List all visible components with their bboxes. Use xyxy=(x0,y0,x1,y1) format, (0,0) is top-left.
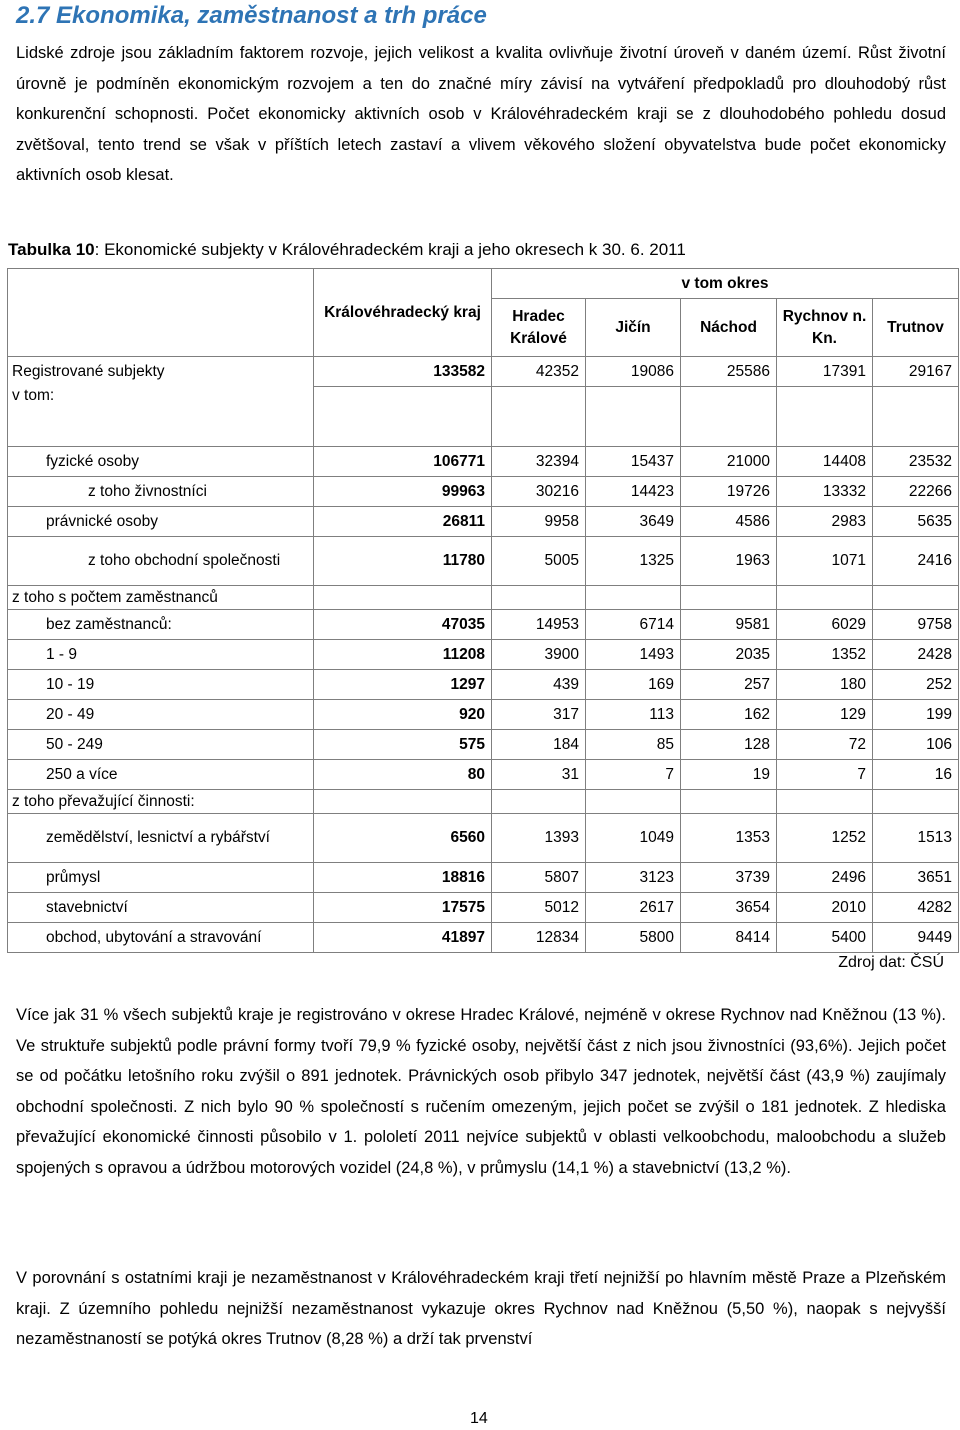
cell-value: 72 xyxy=(777,730,873,760)
cell-value: 1393 xyxy=(492,814,586,863)
cell-value: 32394 xyxy=(492,447,586,477)
intro-paragraph: Lidské zdroje jsou základním faktorem rozvoje, jejich velikost a kvalita ovlivňuje životní úroveň v daném území. Růst životní úrovně je podmíněn ekonomickým rozvojem a ten do značné míry závisí na vytváření předpokladů pro dlouhodobý růst konkurenční schopnosti. Počet ekonomicky aktivních osob v Královéhradeckém kraji se z dlouhodobého pohledu dosud zvětšoval, tento trend se však v příštích letech zastaví a vlivem věkového složení obyvatelstva bude počet ekonomicky aktivních osob klesat. xyxy=(16,44,946,184)
registered-value: 29167 xyxy=(873,357,959,387)
cell-kraj: 18816 xyxy=(314,863,492,893)
cell-kraj: 80 xyxy=(314,760,492,790)
empty-cell xyxy=(777,387,873,447)
cell-value: 1352 xyxy=(777,640,873,670)
cell-value: 3739 xyxy=(681,863,777,893)
empty-cell xyxy=(586,387,681,447)
empty-cell xyxy=(681,387,777,447)
header-district: Náchod xyxy=(681,299,777,357)
registered-sublabel: v tom: xyxy=(8,387,314,447)
cell-kraj xyxy=(314,790,492,814)
cell-value: 8414 xyxy=(681,923,777,953)
cell-kraj: 17575 xyxy=(314,893,492,923)
cell-value: 31 xyxy=(492,760,586,790)
cell-value: 184 xyxy=(492,730,586,760)
row-label: z toho převažující činnosti: xyxy=(8,790,314,814)
cell-value: 14423 xyxy=(586,477,681,507)
cell-value: 1325 xyxy=(586,537,681,586)
cell-value xyxy=(586,790,681,814)
cell-value: 1353 xyxy=(681,814,777,863)
row-label: 1 - 9 xyxy=(8,640,314,670)
cell-kraj: 11780 xyxy=(314,537,492,586)
cell-value: 3651 xyxy=(873,863,959,893)
cell-value: 23532 xyxy=(873,447,959,477)
cell-value: 2983 xyxy=(777,507,873,537)
cell-value: 6029 xyxy=(777,610,873,640)
cell-value: 1493 xyxy=(586,640,681,670)
cell-value: 19 xyxy=(681,760,777,790)
cell-value: 2416 xyxy=(873,537,959,586)
cell-value: 14408 xyxy=(777,447,873,477)
cell-kraj: 575 xyxy=(314,730,492,760)
cell-value: 5400 xyxy=(777,923,873,953)
row-label: průmysl xyxy=(8,863,314,893)
cell-value: 19726 xyxy=(681,477,777,507)
cell-value: 2496 xyxy=(777,863,873,893)
cell-value: 2428 xyxy=(873,640,959,670)
header-district: Jičín xyxy=(586,299,681,357)
cell-value: 128 xyxy=(681,730,777,760)
cell-value xyxy=(492,586,586,610)
cell-value xyxy=(873,586,959,610)
row-label: z toho obchodní společnosti xyxy=(8,537,314,586)
cell-value: 6714 xyxy=(586,610,681,640)
row-label: z toho živnostníci xyxy=(8,477,314,507)
cell-value xyxy=(586,586,681,610)
cell-value xyxy=(681,586,777,610)
cell-value: 13332 xyxy=(777,477,873,507)
cell-kraj: 47035 xyxy=(314,610,492,640)
cell-value: 162 xyxy=(681,700,777,730)
cell-kraj: 26811 xyxy=(314,507,492,537)
cell-value: 5012 xyxy=(492,893,586,923)
cell-value: 257 xyxy=(681,670,777,700)
cell-kraj: 6560 xyxy=(314,814,492,863)
row-label: 20 - 49 xyxy=(8,700,314,730)
empty-cell xyxy=(492,387,586,447)
cell-value: 5807 xyxy=(492,863,586,893)
cell-value: 3123 xyxy=(586,863,681,893)
table-caption xyxy=(8,240,686,260)
cell-value: 22266 xyxy=(873,477,959,507)
header-district: Trutnov xyxy=(873,299,959,357)
registered-value: 19086 xyxy=(586,357,681,387)
header-district: Rychnov n. Kn. xyxy=(777,299,873,357)
cell-kraj: 920 xyxy=(314,700,492,730)
cell-value: 1071 xyxy=(777,537,873,586)
row-label: 50 - 249 xyxy=(8,730,314,760)
registered-label: Registrované subjekty xyxy=(8,357,314,387)
cell-value: 9449 xyxy=(873,923,959,953)
cell-kraj: 99963 xyxy=(314,477,492,507)
cell-value: 1963 xyxy=(681,537,777,586)
row-label: 250 a více xyxy=(8,760,314,790)
cell-value xyxy=(492,790,586,814)
cell-value: 1049 xyxy=(586,814,681,863)
cell-value: 180 xyxy=(777,670,873,700)
economic-subjects-table xyxy=(7,268,959,953)
cell-value: 4282 xyxy=(873,893,959,923)
cell-value: 5800 xyxy=(586,923,681,953)
registered-value: 25586 xyxy=(681,357,777,387)
cell-kraj: 41897 xyxy=(314,923,492,953)
cell-value: 7 xyxy=(777,760,873,790)
cell-kraj: 1297 xyxy=(314,670,492,700)
table-caption-text: : Ekonomické subjekty v Královéhradeckém kraji a jeho okresech k 30. 6. 2011 xyxy=(94,240,686,259)
header-kraj: Královéhradecký kraj xyxy=(314,269,492,357)
cell-value xyxy=(777,586,873,610)
cell-value: 252 xyxy=(873,670,959,700)
cell-value: 439 xyxy=(492,670,586,700)
cell-value: 106 xyxy=(873,730,959,760)
table-caption-label: Tabulka 10 xyxy=(8,240,95,259)
cell-value: 7 xyxy=(586,760,681,790)
registered-value-kraj: 133582 xyxy=(314,357,492,387)
cell-value: 3649 xyxy=(586,507,681,537)
cell-value: 169 xyxy=(586,670,681,700)
row-label: 10 - 19 xyxy=(8,670,314,700)
cell-value: 5635 xyxy=(873,507,959,537)
row-label: stavebnictví xyxy=(8,893,314,923)
cell-value: 30216 xyxy=(492,477,586,507)
row-label: bez zaměstnanců: xyxy=(8,610,314,640)
cell-value: 9958 xyxy=(492,507,586,537)
header-district: Hradec Králové xyxy=(492,299,586,357)
cell-value xyxy=(873,790,959,814)
empty-cell xyxy=(314,387,492,447)
cell-value: 199 xyxy=(873,700,959,730)
analysis-paragraph: Více jak 31 % všech subjektů kraje je registrováno v okrese Hradec Králové, nejméně v okrese Rychnov nad Kněžnou (13 %). Ve struktuře subjektů podle právní formy tvoří 79,9 % fyzické osoby, největší část z nich jsou živnostníci (93,6%). Jejich počet se od počátku letošního roku zvýšil o 891 jednotek. Právnických osob přibylo 347 jednotek, největší část (43,9 %) zaujímaly obchodní společnosti. Z nich bylo 90 % společností s ručením omezeným, jejich počet se zvýšil o 181 jednotek. Z hlediska převažující ekonomické činnosti působilo v 1. pololetí 2011 nejvíce subjektů v oblasti velkoobchodu, maloobchodu a služeb spojených s opravou a údržbou motorových vozidel (24,8 %), v průmyslu (14,1 %) a stavebnictví (13,2 %). xyxy=(16,1006,946,1177)
cell-value: 113 xyxy=(586,700,681,730)
cell-value: 317 xyxy=(492,700,586,730)
cell-kraj xyxy=(314,586,492,610)
cell-value: 14953 xyxy=(492,610,586,640)
row-label: z toho s počtem zaměstnanců xyxy=(8,586,314,610)
cell-value: 15437 xyxy=(586,447,681,477)
cell-value: 21000 xyxy=(681,447,777,477)
unemployment-paragraph: V porovnání s ostatními kraji je nezaměstnanost v Královéhradeckém kraji třetí nejnižší po hlavním městě Praze a Plzeňském kraji. Z územního pohledu nejnižší nezaměstnanost vykazuje okres Rychnov nad Kněžnou (5,50 %), naopak s nejvyšší nezaměstnaností se potýká okres Trutnov (8,28 %) a drží tak prvenství xyxy=(16,1269,946,1348)
section-heading: 2.7 Ekonomika, zaměstnanost a trh práce xyxy=(16,2,487,29)
cell-value: 5005 xyxy=(492,537,586,586)
cell-value: 2035 xyxy=(681,640,777,670)
cell-value: 129 xyxy=(777,700,873,730)
cell-value: 1252 xyxy=(777,814,873,863)
cell-value: 16 xyxy=(873,760,959,790)
cell-value: 2010 xyxy=(777,893,873,923)
cell-value: 9758 xyxy=(873,610,959,640)
cell-value: 1513 xyxy=(873,814,959,863)
cell-kraj: 106771 xyxy=(314,447,492,477)
cell-value: 9581 xyxy=(681,610,777,640)
row-label: právnické osoby xyxy=(8,507,314,537)
row-label: zemědělství, lesnictví a rybářství xyxy=(8,814,314,863)
cell-value: 3654 xyxy=(681,893,777,923)
cell-value xyxy=(681,790,777,814)
header-group-okres: v tom okres xyxy=(492,269,959,299)
cell-value: 4586 xyxy=(681,507,777,537)
page-number: 14 xyxy=(470,1410,488,1427)
header-empty-cell xyxy=(8,269,314,357)
cell-value: 2617 xyxy=(586,893,681,923)
registered-value: 17391 xyxy=(777,357,873,387)
cell-value: 85 xyxy=(586,730,681,760)
cell-value xyxy=(777,790,873,814)
row-label: obchod, ubytování a stravování xyxy=(8,923,314,953)
empty-cell xyxy=(873,387,959,447)
cell-value: 3900 xyxy=(492,640,586,670)
cell-value: 12834 xyxy=(492,923,586,953)
row-label: fyzické osoby xyxy=(8,447,314,477)
cell-kraj: 11208 xyxy=(314,640,492,670)
source-note: Zdroj dat: ČSÚ xyxy=(838,954,944,971)
registered-value: 42352 xyxy=(492,357,586,387)
